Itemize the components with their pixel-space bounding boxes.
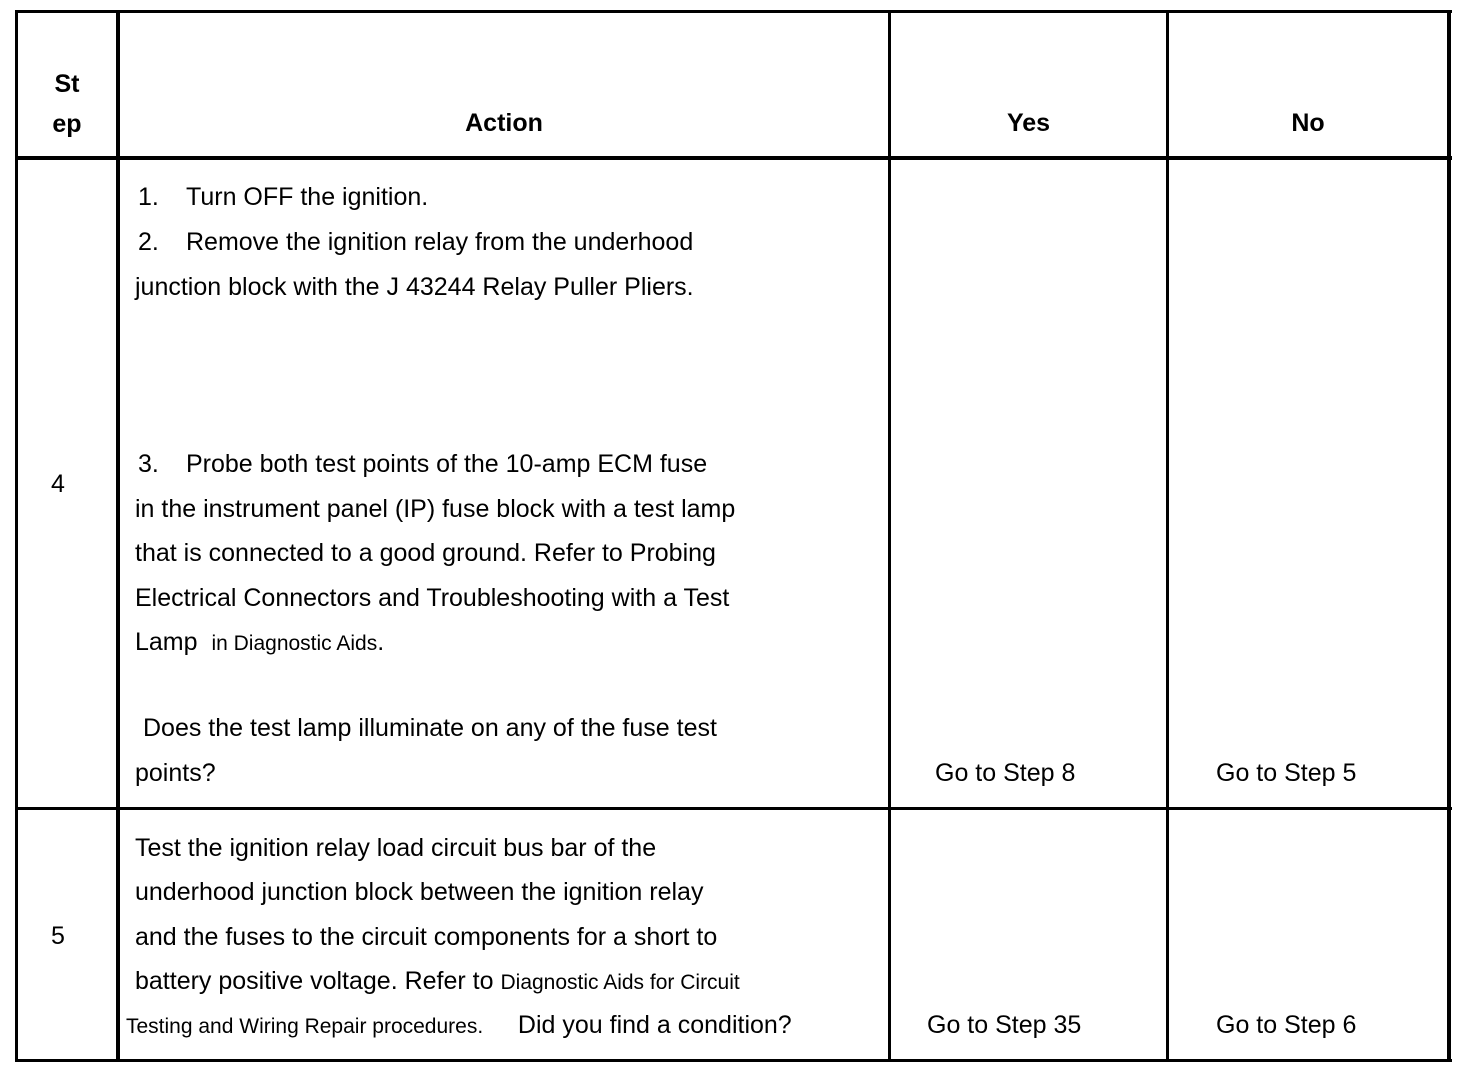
header-step-line2: ep [52, 110, 82, 138]
row4-item3 [138, 442, 707, 487]
row4-question: Does the test lamp illuminate on any of the fuse test [143, 714, 717, 742]
header-step-line1: St [54, 70, 80, 98]
row5-action-reference: Diagnostic Aids for Circuit [500, 971, 740, 994]
header-action: Action [465, 109, 543, 137]
row5-yes: Go to Step 35 [927, 1011, 1082, 1039]
row4-item3-period: . [377, 628, 385, 656]
column-divider-step [116, 10, 120, 1062]
table-border-top [15, 10, 1452, 13]
header-no: No [1291, 109, 1325, 137]
row4-item3-lamp: Lamp [135, 628, 198, 656]
row5-action-reference-continued: Testing and Wiring Repair procedures. [126, 1015, 484, 1038]
row4-question-continued: points? [135, 759, 216, 787]
row5-action-line2: underhood junction block between the ignition relay [135, 878, 704, 906]
row5-step: 5 [51, 922, 65, 950]
row5-no: Go to Step 6 [1216, 1011, 1357, 1039]
column-divider-yes [1166, 10, 1169, 1062]
row5-action-line1: Test the ignition relay load circuit bus bar of the [135, 834, 657, 862]
row5-question: Did you find a condition? [517, 1011, 792, 1039]
row4-item3-line4: Electrical Connectors and Troubleshooting with a Test [135, 584, 730, 612]
diagnostic-table [15, 10, 1452, 1062]
row4-item3-line3: that is connected to a good ground. Refer to Probing [135, 539, 716, 567]
table-border-bottom [15, 1059, 1452, 1062]
row5-action-line4-text: battery positive voltage. Refer to [135, 967, 494, 995]
row4-step: 4 [51, 470, 65, 498]
row4-item1-number: 1. [138, 183, 159, 211]
row4-item3-number: 3. [138, 450, 159, 478]
row4-yes: Go to Step 8 [935, 759, 1076, 787]
row4-no: Go to Step 5 [1216, 759, 1357, 787]
row-divider [15, 807, 1452, 810]
row4-item3-reference: in Diagnostic Aids [211, 632, 378, 655]
row4-item1-text: Turn OFF the ignition. [186, 183, 429, 211]
row4-item3-text: Probe both test points of the 10-amp ECM fuse [186, 450, 708, 478]
row4-item2-number: 2. [138, 228, 159, 256]
row5-action-line5 [126, 1003, 792, 1050]
column-divider-action [888, 10, 891, 1062]
row4-item2-text: Remove the ignition relay from the underhood [186, 228, 694, 256]
row5-action-line4 [135, 959, 740, 1006]
row4-item3-line5 [135, 620, 384, 667]
header-divider [15, 156, 1452, 160]
row5-action-line3: and the fuses to the circuit components for a short to [135, 923, 718, 951]
header-step [18, 64, 116, 144]
row4-item1 [138, 175, 428, 220]
row4-item3-line2: in the instrument panel (IP) fuse block with a test lamp [135, 495, 736, 523]
header-yes: Yes [1006, 109, 1051, 137]
table-border-right [1447, 10, 1451, 1062]
row4-item2 [138, 220, 693, 265]
row4-item2-continued: junction block with the J 43244 Relay Puller Pliers. [135, 273, 694, 301]
table-border-left [15, 10, 18, 1062]
